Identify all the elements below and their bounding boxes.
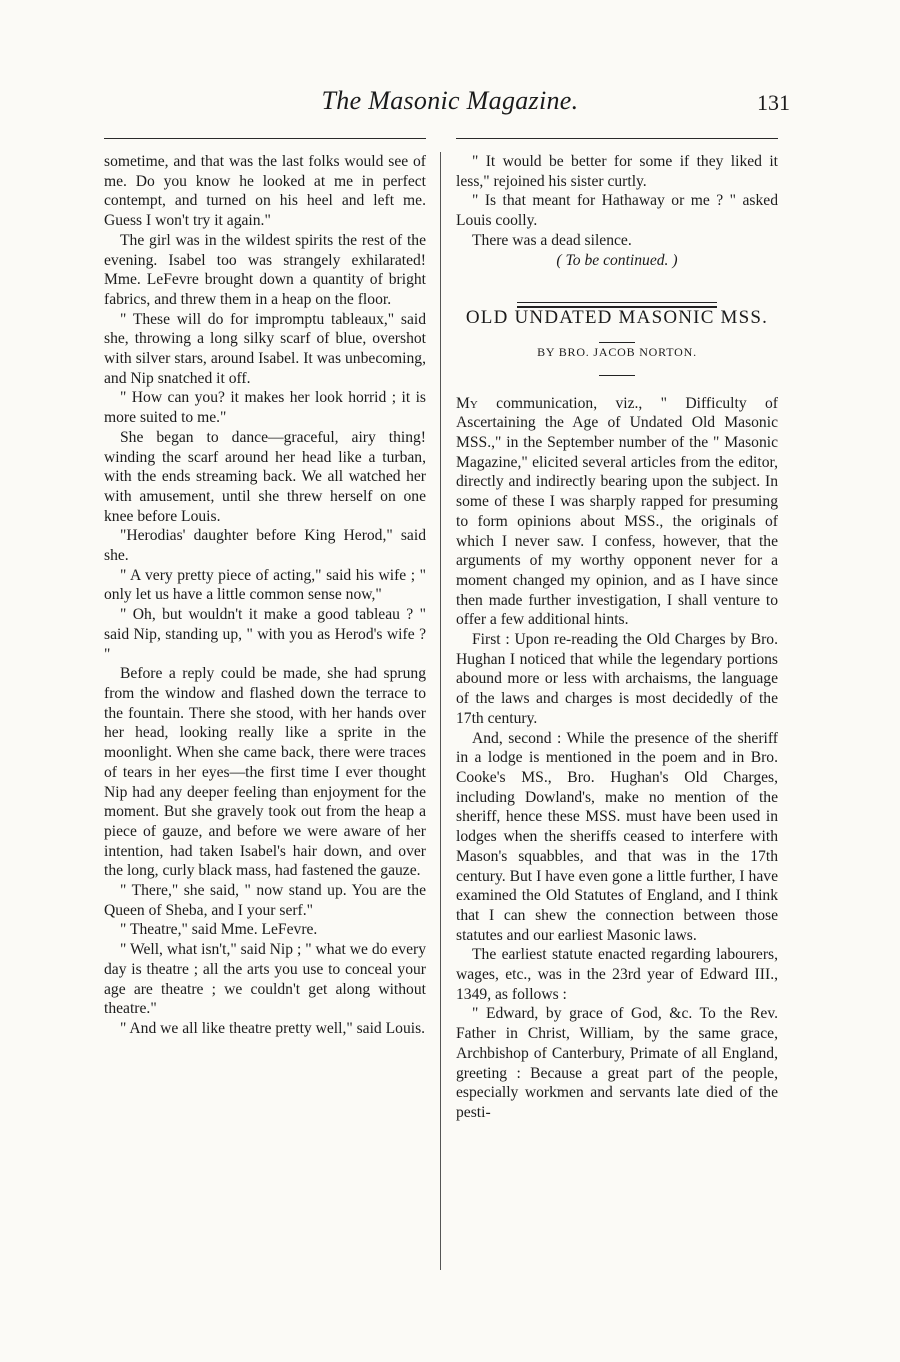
paragraph: " Is that meant for Hathaway or me ? " asked Louis coolly. [456,192,778,230]
journal-title: The Masonic Magazine. [321,86,579,115]
column-divider [440,152,441,1270]
paragraph: " Well, what isn't," said Nip ; " what we do every day is theatre ; all the arts you use to conceal your age are theatre ; we couldn't get along without theatre." [104,941,426,1018]
paragraph: " And we all like theatre pretty well," said Louis. [120,1019,426,1037]
paragraph: The girl was in the wildest spirits the rest of the evening. Isabel too was strangely exhilarated! Mme. LeFevre brought down a quantity of bright fabrics, and threw them in a heap on the floor. [104,231,426,308]
story-ending-text [456,152,778,251]
paragraph: "Herodias' daughter before King Herod," said she. [104,527,426,565]
paragraph: First : Upon re-reading the Old Charges by Bro. Hughan I noticed that while the legendary portions abound more or less with archaisms, the language of the laws and charges is most decidedly of the 17th century. [456,631,778,727]
running-head [0,86,900,122]
paragraph: There was a dead silence. [472,231,632,249]
paragraph: She began to dance—graceful, airy thing! winding the scarf around her head like a turban, with the ends streaming back. We all watched her with amusement, until she threw herself on one knee before Louis. [104,428,426,525]
paragraph: " These will do for impromptu tableaux," said she, throwing a long silky scarf of blue, overshot with silver stars, around Isabel. It was unbecoming, and Nip snatched it off. [104,310,426,387]
paragraph: And, second : While the presence of the sheriff in a lodge is mentioned in the poem and in Bro. Cooke's MS., Bro. Hughan's Old Charges, including Dowland's, make no mention of the sheriff, hence these MSS. must have been used in lodges when the sheriffs ceased to interfere with Mason's squabbles, and that was in the 17th century. But I have even gone a little further, I have examined the Old Statutes of England, and I think that I can shew the connection between those statutes and our earliest Masonic laws. [456,729,778,944]
left-column [104,152,426,1039]
header-rule-right [456,138,778,139]
continued-note: ( To be continued. ) [556,251,678,269]
article-byline: BY BRO. JACOB NORTON. [537,344,697,359]
paragraph: " Edward, by grace of God, &c. To the Rev. Father in Christ, William, by the same grace, Archbishop of Canterbury, Primate of all England, greeting : Because a great part of the people, especially workmen and servants late died of the pesti- [456,1005,778,1121]
paragraph: sometime, and that was the last folks would see of me. Do you know he looked at me in perfect contempt, and turned on his heel and left me. Guess I won't try it again." [104,153,426,230]
paragraph: " There," she said, " now stand up. You are the Queen of Sheba, and I your serf." [104,882,426,919]
left-column-text [104,152,426,1039]
paragraph: Before a reply could be made, she had sprung from the window and flashed down the terrace to the fountain. There she stood, with her hands over her head, looking really like a sprite in the moonlight. When she came back, there were traces of tears in her eyes—the first time I ever thought Nip had any deeper feeling than enjoyment for the moment. But she gravely took out from the heap a piece of gauze, and before we were aware of her intention, had taken Isabel's hair down, and over the long, curly black mass, had fastened the gauze. [104,665,426,880]
paragraph: " A very pretty piece of acting," said his wife ; " only let us have a little common sense now," [104,566,426,604]
article-body [456,630,778,1123]
paragraph: " Theatre," said Mme. LeFevre. [120,921,318,939]
byline-rule [599,375,635,376]
paragraph: The earliest statute enacted regarding labourers, wages, etc., was in the 23rd year of Edward III., 1349, as follows : [456,946,778,1003]
lead-word: My [456,394,478,412]
paragraph: " Oh, but wouldn't it make a good tableau ? " said Nip, standing up, " with you as Herod's wife ? " [104,606,426,663]
paragraph: " How can you? it makes her look horrid ; it is more suited to me." [104,389,426,427]
page-number: 131 [757,90,790,115]
header-rule-left [104,138,426,139]
article-title: OLD UNDATED MASONIC MSS. [465,307,769,329]
right-column [456,152,778,1123]
paragraph: " It would be better for some if they liked it less," rejoined his sister curtly. [456,153,778,190]
first-paragraph-rest: communication, viz., " Difficulty of Ascertaining the Age of Undated Old Masonic MSS.," in the September number of the " Masonic Magazine," elicited several articles from the editor, directly and indirectly bearing upon the subject. In some of these I was sharply rapped for presuming to form opinions about MSS., the originals of which I never saw. I confess, however, that the arguments of my worthy opponent never for a moment changed my opinion, and as I have since then made further investigation, I shall venture to offer a few additional hints. [456,394,778,629]
article-first-paragraph [456,394,778,630]
